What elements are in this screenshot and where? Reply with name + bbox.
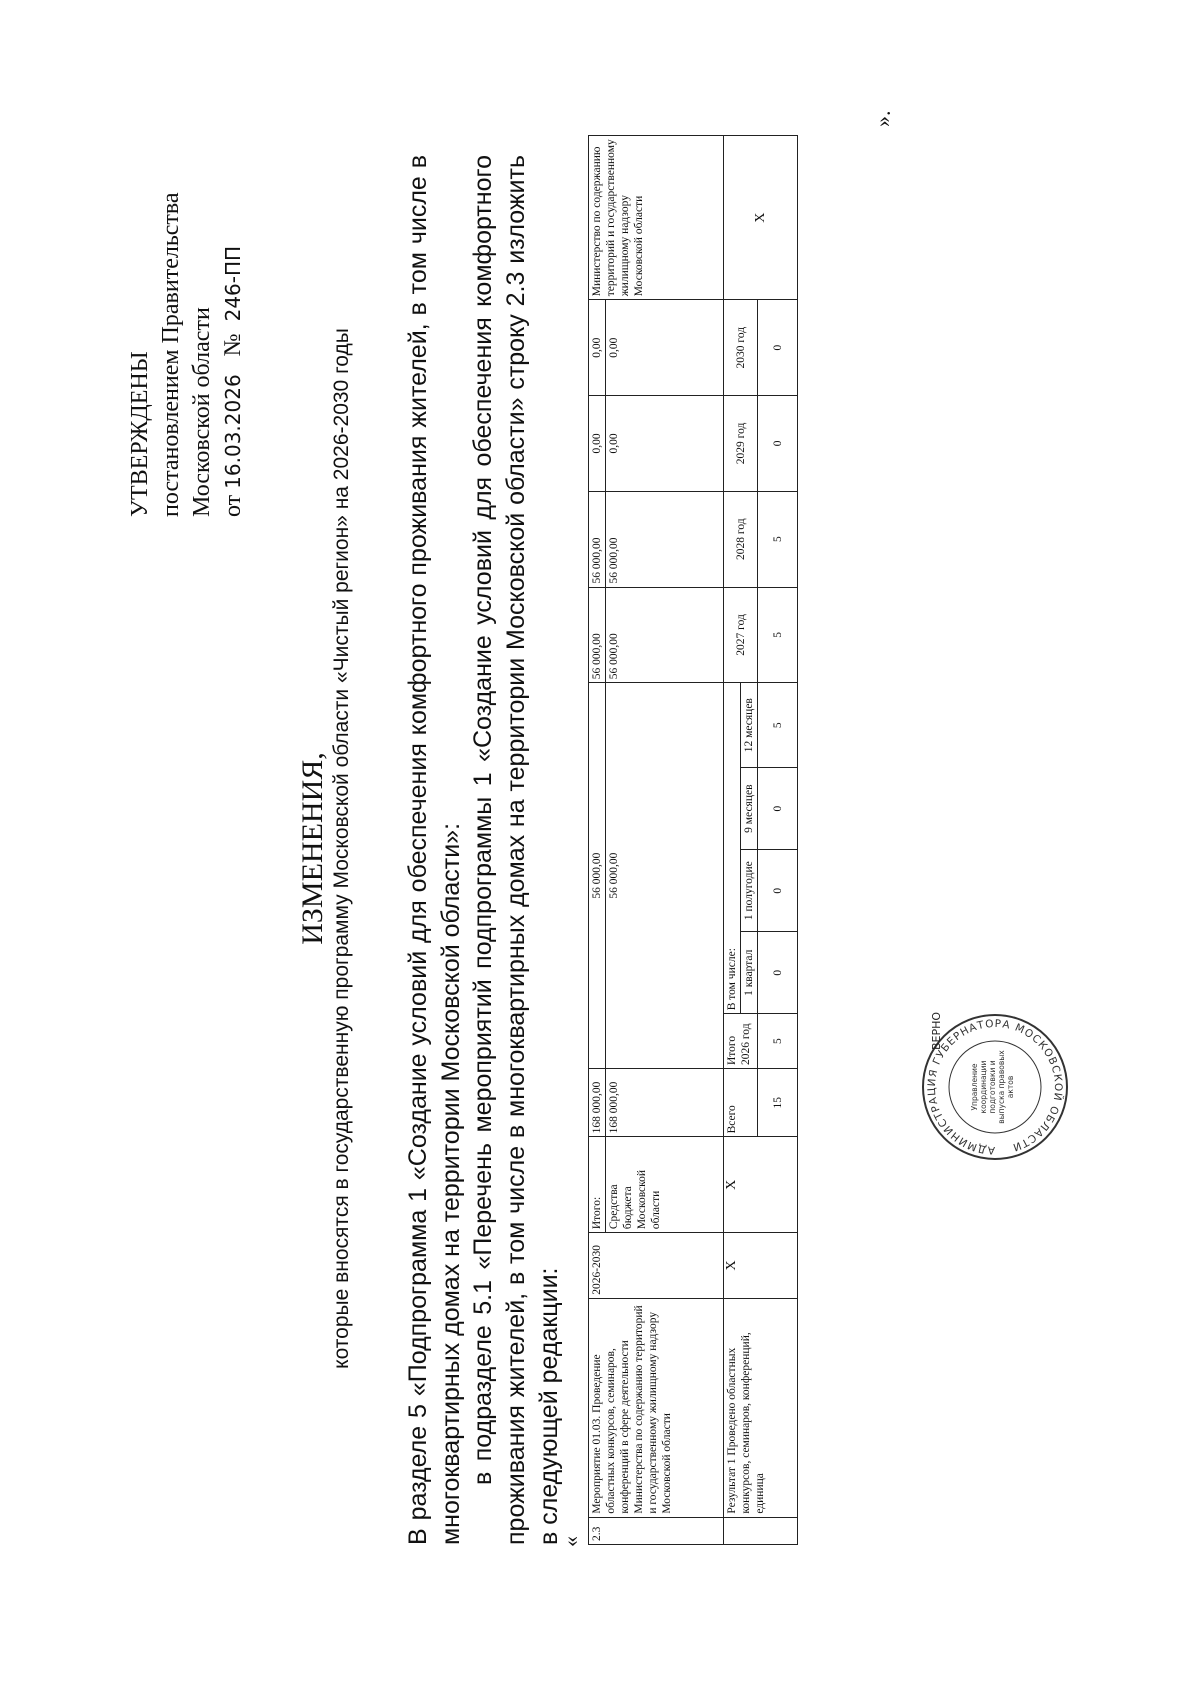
seal-stamp bbox=[920, 1012, 1070, 1162]
header-2029: 2029 год bbox=[724, 396, 758, 492]
budget-sum: 168 000,00 bbox=[606, 1069, 724, 1137]
period: 2026-2030 bbox=[589, 1233, 724, 1299]
source-total-label: Итого: bbox=[589, 1137, 606, 1233]
value-h1: 0 bbox=[758, 850, 798, 932]
table-row bbox=[724, 136, 741, 1545]
measures-table bbox=[588, 135, 798, 1545]
approval-number: 246-ПП bbox=[221, 245, 245, 322]
responsible: Министерство по содержанию территорий и государственному жилищному надзору Московской области bbox=[589, 136, 724, 300]
header-2027: 2027 год bbox=[724, 587, 758, 683]
value-2030: 0 bbox=[758, 300, 798, 396]
value-2027: 5 bbox=[758, 587, 798, 683]
header-v-tom-chisle: В том числе: bbox=[724, 683, 741, 1014]
header-2030: 2030 год bbox=[724, 300, 758, 396]
document-title: ИЗМЕНЕНИЯ, bbox=[296, 752, 329, 945]
sum-2026-budget: 56 000,00 bbox=[606, 683, 724, 1069]
number-sign: № bbox=[220, 333, 246, 357]
responsible-x: X bbox=[724, 136, 798, 300]
header-2028: 2028 год bbox=[724, 491, 758, 587]
value-q1: 0 bbox=[758, 932, 798, 1014]
value-itogo-2026: 5 bbox=[758, 1014, 798, 1069]
header-h1: 1 полугодие bbox=[741, 850, 758, 932]
total-sum: 168 000,00 bbox=[589, 1069, 606, 1137]
date-prefix: от bbox=[220, 494, 246, 517]
result-label: Результат 1 Проведено областных конкурсов, семинаров, конференций, единица bbox=[724, 1298, 798, 1517]
value-vsego: 15 bbox=[758, 1069, 798, 1137]
measure-name: Мероприятие 01.03. Проведение областных конкурсов, семинаров, конференций в сфере деятельности Министерства по содержанию территорий и государственному жилищному надзору Московской области bbox=[589, 1298, 724, 1517]
sum-2028-budget: 56 000,00 bbox=[606, 491, 724, 587]
header-m12: 12 месяцев bbox=[741, 683, 758, 768]
value-2029: 0 bbox=[758, 396, 798, 492]
document-subtitle: которые вносятся в государственную программу Московской области «Чистый регион» на 2026-2030 годы bbox=[330, 328, 353, 1369]
sum-2029-budget: 0,00 bbox=[606, 396, 724, 492]
sum-2029-total: 0,00 bbox=[589, 396, 606, 492]
source-budget-label: Средства бюджета Московской области bbox=[606, 1137, 724, 1233]
stamp-outer-text: АДМИНИСТРАЦИЯ ГУБЕРНАТОРА МОСКОВСКОЙ ОБЛАСТИ bbox=[925, 1017, 1065, 1157]
paragraph-2: в подразделе 5.1 «Перечень мероприятий подпрограммы 1 «Создание условий для обеспечения комфортного проживания жителей, в том числе в многоквартирных домах на территории Московской области» строку 2.3 изложить в следующей редакции: bbox=[469, 155, 563, 1545]
period-x: X bbox=[724, 1233, 798, 1299]
value-2028: 5 bbox=[758, 491, 798, 587]
header-itogo-2026: Итого 2026 год bbox=[724, 1014, 758, 1069]
approval-date: 16.03.2026 bbox=[221, 374, 245, 489]
approval-title: УТВЕРЖДЕНЫ bbox=[127, 351, 153, 517]
header-m9: 9 месяцев bbox=[741, 768, 758, 850]
stamp-inner-text: Управление координации подготовки и выпуска правовых актов bbox=[970, 1050, 1015, 1124]
sum-2028-total: 56 000,00 bbox=[589, 491, 606, 587]
stamp-mark: ВЕРНО bbox=[930, 1012, 943, 1050]
sum-2030-budget: 0,00 bbox=[606, 300, 724, 396]
quote-close: ». bbox=[870, 110, 895, 127]
approval-line-3: Московской области bbox=[189, 307, 215, 517]
quote-open: « bbox=[558, 1536, 583, 1547]
approval-line-4 bbox=[218, 192, 249, 517]
approval-line-2: постановлением Правительства bbox=[158, 192, 184, 517]
table-row bbox=[589, 136, 606, 1545]
sum-2027-total: 56 000,00 bbox=[589, 587, 606, 683]
approval-block bbox=[125, 192, 249, 517]
sum-2026-total: 56 000,00 bbox=[589, 683, 606, 1069]
value-m12: 5 bbox=[758, 683, 798, 768]
sum-2027-budget: 56 000,00 bbox=[606, 587, 724, 683]
source-x: X bbox=[724, 1137, 798, 1233]
paragraph-1: В разделе 5 «Подпрограмма 1 «Создание условий для обеспечения комфортного проживания жителей, в том числе в многоквартирных домах на территории Московской области»: bbox=[404, 155, 465, 1545]
header-q1: 1 квартал bbox=[741, 932, 758, 1014]
sum-2030-total: 0,00 bbox=[589, 300, 606, 396]
header-vsego: Всего bbox=[724, 1069, 758, 1137]
value-m9: 0 bbox=[758, 768, 798, 850]
row-number: 2.3 bbox=[589, 1517, 724, 1544]
